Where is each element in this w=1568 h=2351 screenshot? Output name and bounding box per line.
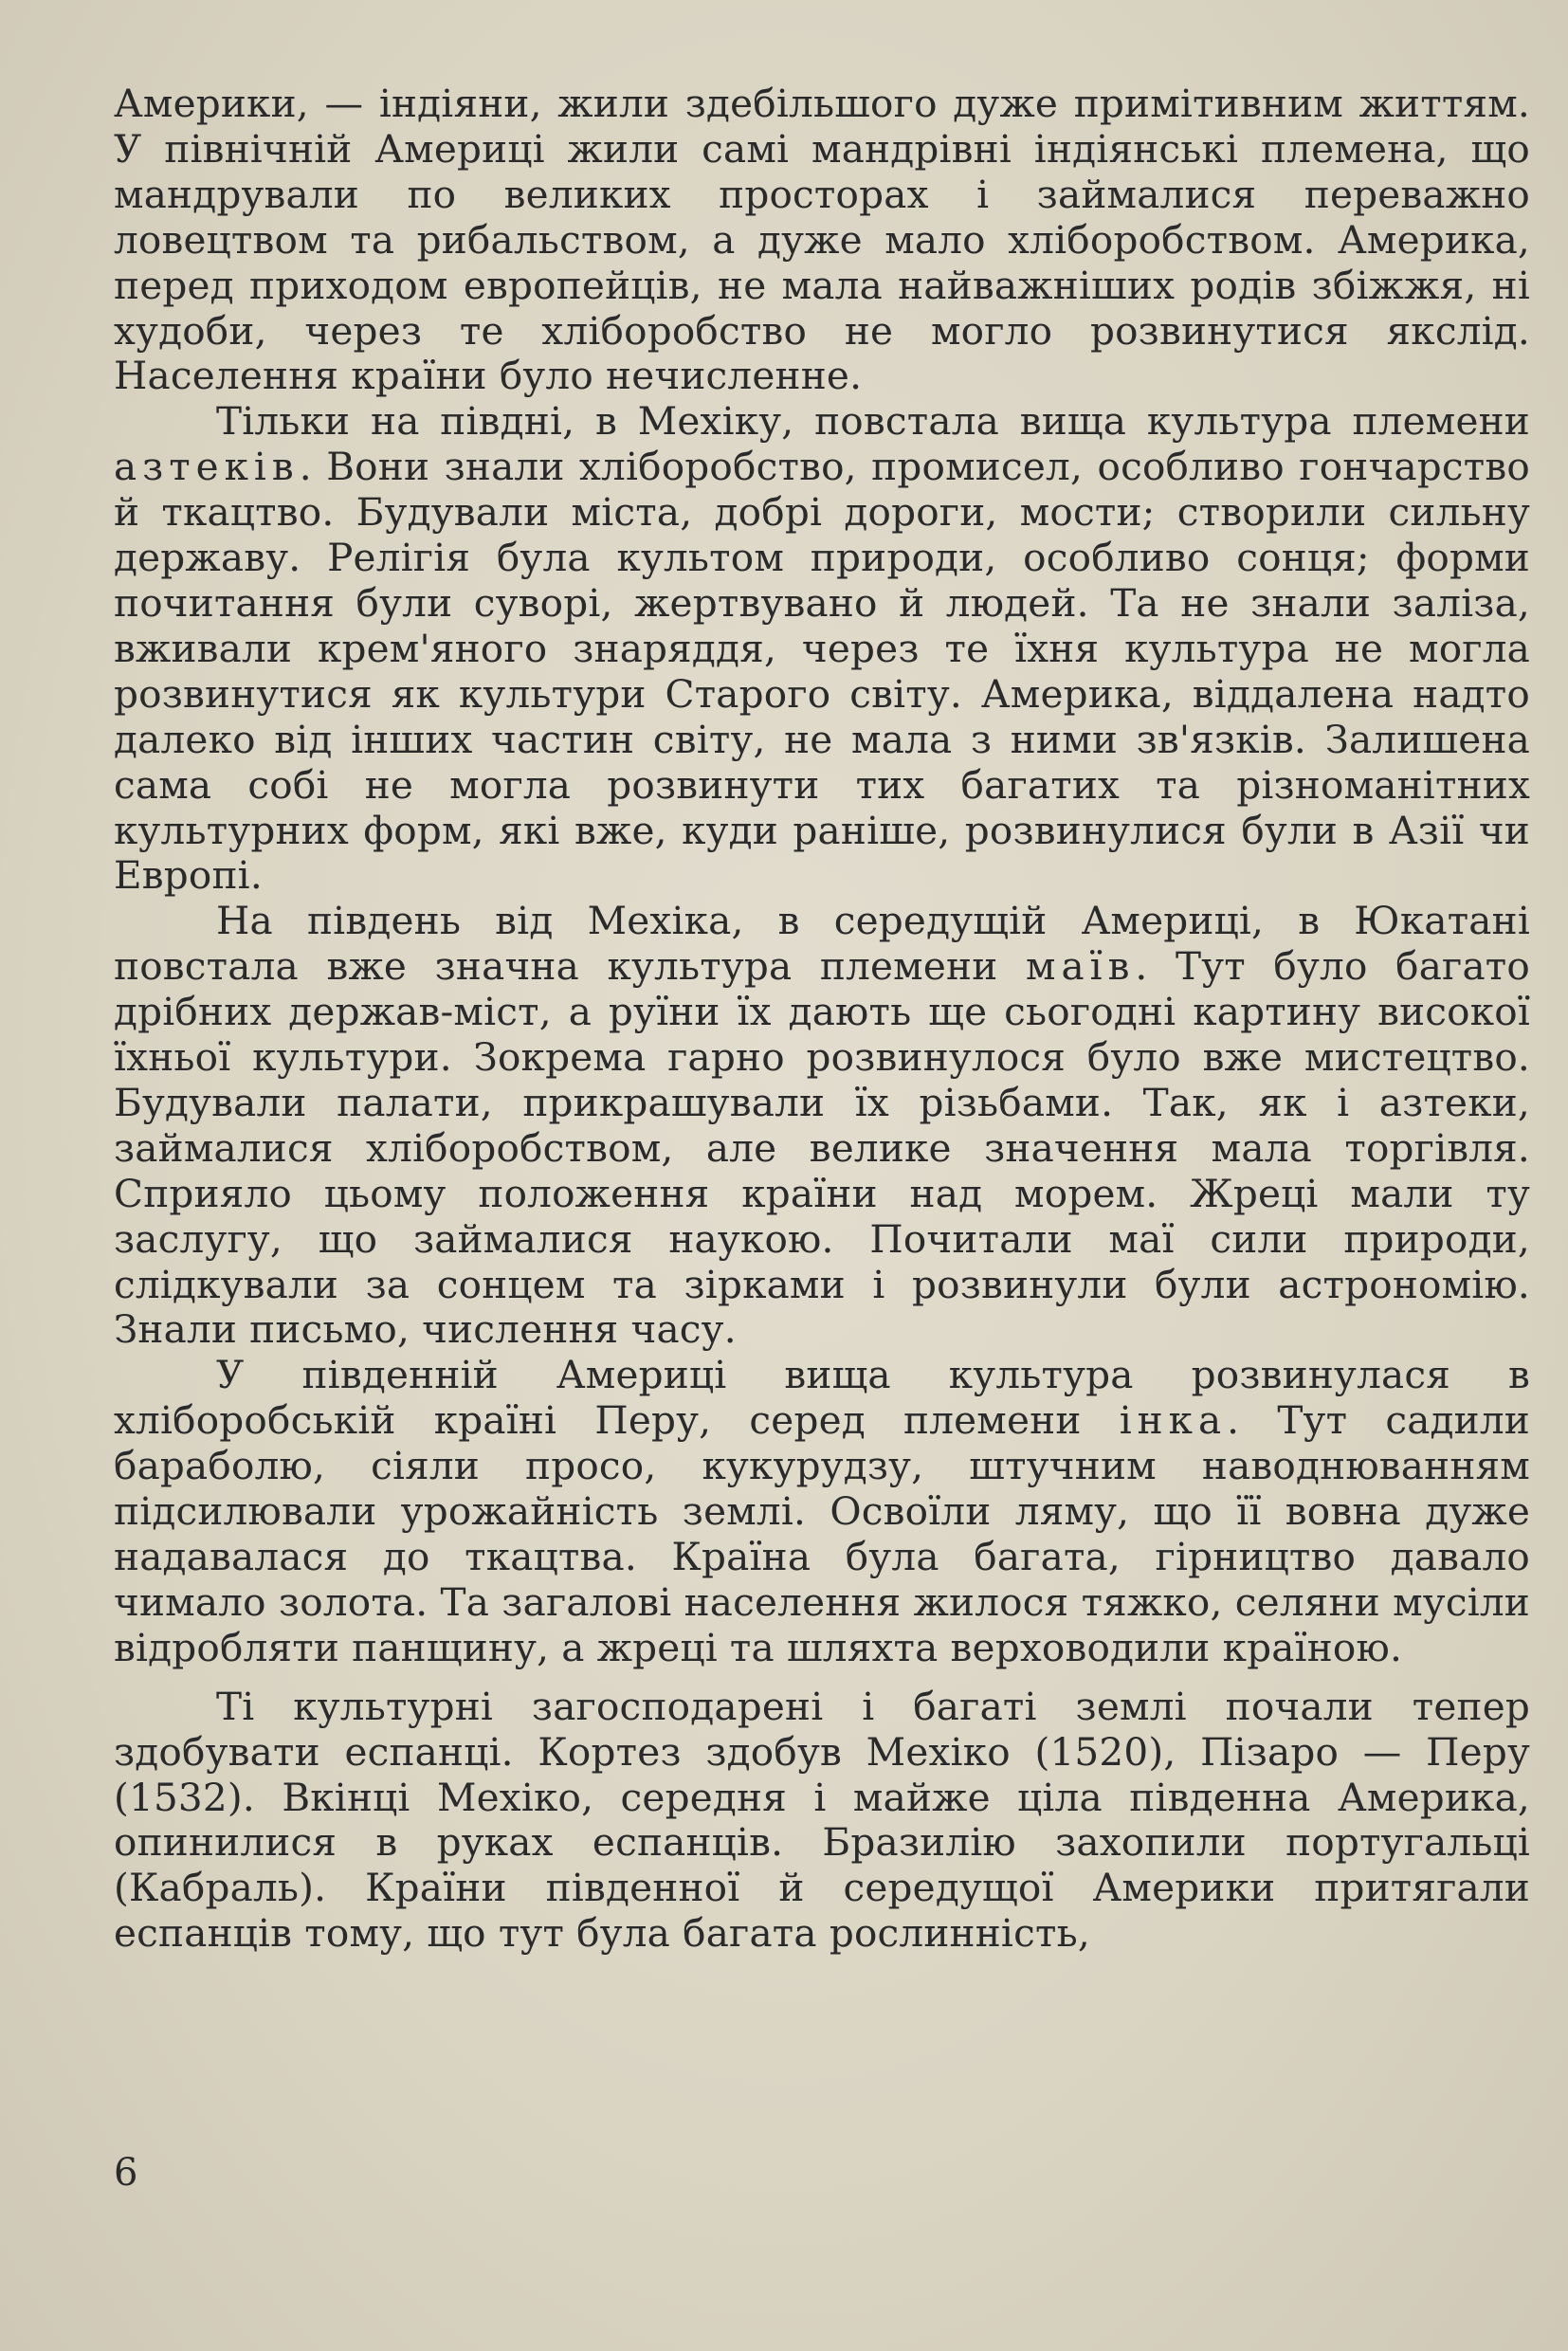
emphasized-term: інка	[1119, 1397, 1228, 1444]
paragraph-text: Америки, — індіяни, жили здебільшого дуже примітивним життям. У північній Америці жили самі мандрівні індіянські племена, що мандрували по великих просторах і займалися переважно ловецтвом та рибальством, а дуже мало хліборобством. Америка, перед приходом европейців, не мала найважніших родів збіжжя, ні худоби, через те хліборобство не могло розвинутися якслід. Населення країни було нечисленне.	[114, 81, 1530, 399]
emphasized-term: маїв	[1026, 943, 1136, 990]
page-number: 6	[114, 2151, 138, 2195]
paragraph	[114, 399, 1530, 899]
paragraph-text: Ті культурні загосподарені і багаті землі почали тепер здобувати еспанці. Кортез здобув Мехіко (1520), Пізаро — Перу (1532). Вкінці Мехіко, середня і майже ціла південна Америка, опинилися в руках еспанців. Бразилію захопили португальці (Кабраль). Країни південної й середущої Америки притягали еспанців тому, що тут була багата рослинність,	[114, 1683, 1530, 1957]
paragraph	[114, 82, 1530, 399]
paragraph-text: . Вони знали хліборобство, промисел, особливо гончарство й ткацтво. Будували міста, добрі дороги, мости; створили сильну державу. Релігія була культом природи, особливо сонця; форми почитання були суворі, жертвувано й людей. Та не знали заліза, вживали крем'яного знаряддя, через те їхня культура не могла розвинутися як культури Старого світу. Америка, віддалена надто далеко від інших частин світу, не мала з ними зв'язків. Залишена сама собі не могла розвинути тих багатих та різноманітних культурних форм, які вже, куди раніше, розвинулися були в Азії чи Европі.	[114, 444, 1530, 899]
paragraph	[114, 1685, 1530, 1957]
emphasized-term: азтеків	[114, 444, 300, 490]
paragraph	[114, 899, 1530, 1353]
paragraph-text: У південній Америці вища культура розвинулася в хліборобській країні Перу, серед племени	[114, 1352, 1530, 1444]
paragraph-text: Тільки на півдні, в Мехіку, повстала вища культура племени	[216, 398, 1530, 445]
body-text	[114, 82, 1530, 1957]
paragraph-text: . Тут садили бараболю, сіяли просо, кукурудзу, штучним наводнюванням підсилювали урожайність землі. Освоїли ляму, що її вовна дуже надавалася до ткацтва. Країна була багата, гірництво давало чимало золота. Та загалові населення жилося тяжко, селяни мусіли відробляти панщину, а жреці та шляхта верховодили країною.	[114, 1397, 1530, 1670]
paragraph-text: На південь від Мехіка, в середущій Америці, в Юкатані повстала вже значна культура племени	[114, 898, 1530, 990]
paragraph-text: . Тут було багато дрібних держав-міст, а руїни їх дають ще сьогодні картину високої їхньої культури. Зокрема гарно розвинулося було вже мистецтво. Будували палати, прикрашували їх різьбами. Так, як і азтеки, займалися хліборобством, але велике значення мала торгівля. Сприяло цьому положення країни над морем. Жреці мали ту заслугу, що займалися наукою. Почитали маї сили природи, слідкували за сонцем та зірками і розвинули були астрономію. Знали письмо, числення часу.	[114, 943, 1530, 1353]
paragraph	[114, 1353, 1530, 1670]
